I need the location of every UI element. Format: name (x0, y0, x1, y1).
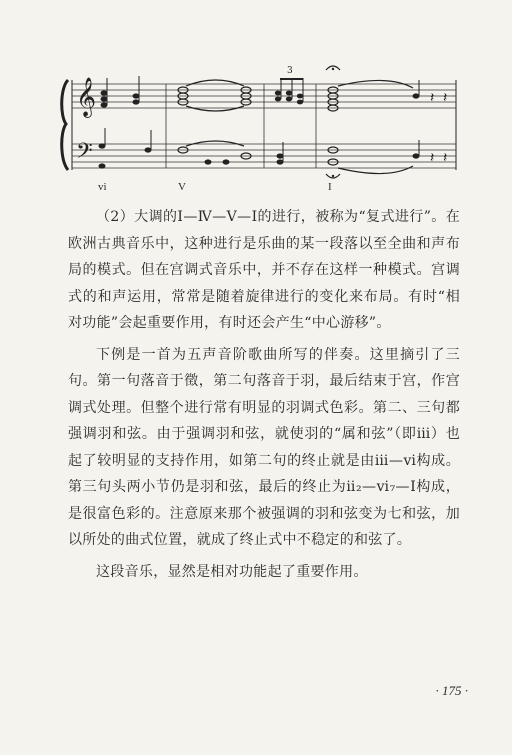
paragraph-compound-progression: （2）大调的Ⅰ—Ⅳ—Ⅴ—Ⅰ的进行，被称为“复式进行”。在欧洲古典音乐中，这种进行是乐曲的某一段落以至全曲和声布局的模式。但在宫调式音乐中，并不存在这样一种模式。宫调式的和声运用，常常是随着旋律进行的变化来布局。有时“相对功能”会起重要作用，有时还会产生“中心游移”。 (68, 209, 460, 331)
treble-clef-icon: 𝄞 (76, 77, 97, 117)
chord-label-I: I (328, 181, 332, 193)
svg-text:𝄽: 𝄽 (443, 90, 448, 106)
page-number: · 175 · (435, 683, 468, 698)
svg-text:𝄽: 𝄽 (443, 150, 448, 166)
music-score-figure (58, 58, 458, 198)
svg-text:𝄽: 𝄽 (430, 150, 435, 166)
chord-label-vi: vi (98, 181, 107, 193)
chord-label-V: V (178, 181, 186, 193)
triplet-mark: 3 (287, 66, 293, 76)
svg-text:𝄽: 𝄽 (430, 90, 435, 106)
music-notation (58, 58, 458, 198)
paragraph-conclusion: 这段音乐，显然是相对功能起了重要作用。 (96, 563, 368, 580)
bass-clef-icon: 𝄢 (76, 139, 93, 169)
paragraph-accompaniment-example: 下例是一首为五声音阶歌曲所写的伴奏。这里摘引了三句。第一句落音于徵，第二句落音于羽，最后结束于宫，作宫调式处理。但整个进行常有明显的羽调式色彩。第二、三句都强调羽和弦。由于强调羽和弦，就使羽的“属和弦”（即ⅲ）也起了较明显的支持作用，如第二句的终止就是由ⅲ—ⅵ构成。第三句头两小节仍是羽和弦，最后的终止为ⅱ₂—ⅵ₇—Ⅰ构成，是很富色彩的。注意原来那个被强调的羽和弦变为七和弦，加以所处的曲式位置，就成了终止式中不稳定的和弦了。 (68, 346, 460, 548)
body-text (68, 204, 460, 590)
